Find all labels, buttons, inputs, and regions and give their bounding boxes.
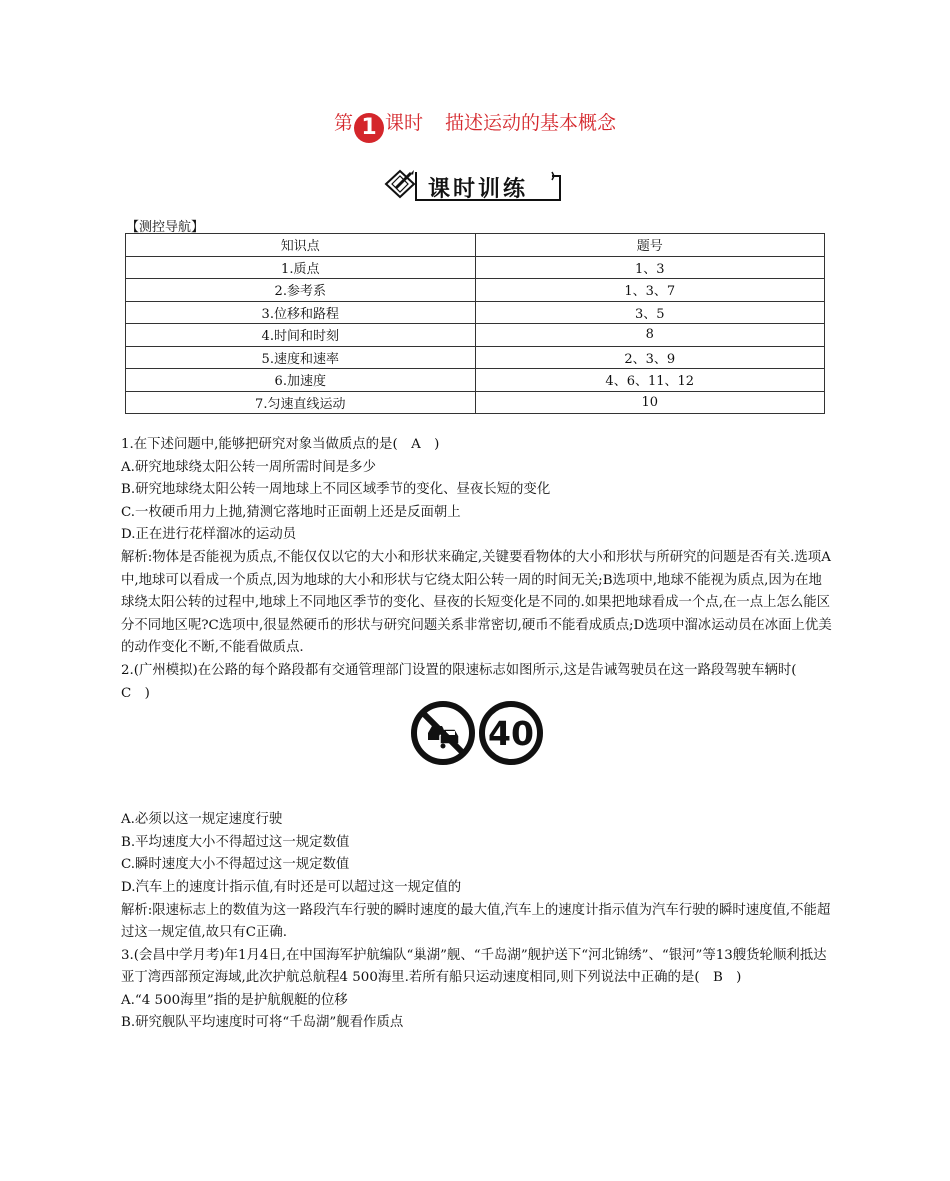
knowledge-cell: 2.参考系 bbox=[126, 279, 476, 302]
col-header-knowledge: 知识点 bbox=[126, 234, 476, 257]
table-row bbox=[126, 256, 825, 279]
question-no-cell: 2、3、9 bbox=[475, 346, 825, 369]
lesson-title bbox=[0, 108, 950, 143]
question-no-cell: 1、3、7 bbox=[475, 279, 825, 302]
title-main: 描述运动的基本概念 bbox=[445, 112, 617, 134]
col-header-question-no: 题号 bbox=[475, 234, 825, 257]
title-suffix: 课时 bbox=[384, 112, 423, 134]
pencil-note-icon bbox=[386, 170, 414, 197]
knowledge-cell: 3.位移和路程 bbox=[126, 301, 476, 324]
question-2-option-c: C.瞬时速度大小不得超过这一规定数值 bbox=[121, 857, 350, 873]
question-2-analysis: 解析:限速标志上的数值为这一路段汽车行驶的瞬时速度的最大值,汽车上的速度计指示值为汽车行驶的瞬时速度值,不能超过这一规定值,故只有C正确. bbox=[121, 902, 831, 941]
question-3-stem: 3.(会昌中学月考)年1月4日,在中国海军护航编队“巢湖”舰、“千岛湖”舰护送下“河北锦绣”、“银河”等13艘货轮顺利抵达亚丁湾西部预定海域,此次护航总航程4 500海里.若所有船只运动速度相同,则下列说法中正确的是( B ) bbox=[121, 947, 827, 986]
question-no-cell: 3、5 bbox=[475, 301, 825, 324]
question-no-cell: 1、3 bbox=[475, 256, 825, 279]
question-1-analysis: 解析:物体是否能视为质点,不能仅仅以它的大小和形状来确定,关键要看物体的大小和形状与所研究的问题是否有关.选项A中,地球可以看成一个质点,因为地球的大小和形状与它绕太阳公转一周的时间无关;B选项中,地球不能视为质点,因为在地球绕太阳公转的过程中,地球上不同地区季节的变化、昼夜的长短变化是不同的.如果把地球看成一个点,在一点上怎么能区分不同地区呢?C选项中,很显然硬币的形状与研究问题关系非常密切,硬币不能看成质点;D选项中溜冰运动员在冰面上优美的动作变化不断,不能看做质点. bbox=[121, 549, 832, 656]
title-prefix: 第 bbox=[333, 112, 353, 134]
knowledge-table bbox=[125, 233, 825, 414]
question-1-option-d: D.正在进行花样溜冰的运动员 bbox=[121, 527, 297, 543]
section-banner bbox=[382, 168, 564, 202]
question-3-option-b: B.研究舰队平均速度时可将“千岛湖”舰看作质点 bbox=[121, 1015, 404, 1031]
question-1-option-b: B.研究地球绕太阳公转一周地球上不同区域季节的变化、昼夜长短的变化 bbox=[121, 482, 551, 498]
table-row bbox=[126, 279, 825, 302]
table-row bbox=[126, 301, 825, 324]
question-no-cell: 4、6、11、12 bbox=[475, 369, 825, 392]
table-row bbox=[126, 391, 825, 414]
knowledge-cell: 7.匀速直线运动 bbox=[126, 391, 476, 414]
question-no-cell: 10 bbox=[475, 391, 825, 414]
traffic-signs-figure bbox=[410, 700, 544, 766]
table-header-row bbox=[126, 234, 825, 257]
question-2-option-b: B.平均速度大小不得超过这一规定数值 bbox=[121, 834, 350, 850]
table-row bbox=[126, 369, 825, 392]
speed-limit-value: 40 bbox=[488, 714, 534, 753]
nav-label: 【测控导航】 bbox=[126, 220, 205, 235]
question-1-option-c: C.一枚硬币用力上抛,猜测它落地时正面朝上还是反面朝上 bbox=[121, 504, 461, 520]
question-1-stem: 1.在下述问题中,能够把研究对象当做质点的是( A ) bbox=[121, 437, 440, 452]
lesson-number-badge: 1 bbox=[354, 113, 384, 143]
question-2-option-d: D.汽车上的速度计指示值,有时还是可以超过这一规定值的 bbox=[121, 879, 462, 895]
knowledge-cell: 4.时间和时刻 bbox=[126, 324, 476, 347]
question-1-option-a: A.研究地球绕太阳公转一周所需时间是多少 bbox=[121, 459, 376, 475]
knowledge-cell: 5.速度和速率 bbox=[126, 346, 476, 369]
knowledge-cell: 6.加速度 bbox=[126, 369, 476, 392]
table-row bbox=[126, 346, 825, 369]
table-row bbox=[126, 324, 825, 347]
question-no-cell: 8 bbox=[475, 324, 825, 347]
no-overtaking-sign-icon bbox=[414, 704, 472, 762]
question-2-option-a: A.必须以这一规定速度行驶 bbox=[121, 812, 283, 828]
banner-text: 课时训练 bbox=[428, 177, 529, 202]
question-2-stem: 2.(广州模拟)在公路的每个路段都有交通管理部门设置的限速标志如图所示,这是告诫驾驶员在这一路段驾驶车辆时( C ) bbox=[121, 662, 810, 701]
question-3-option-a: A.“4 500海里”指的是护航舰艇的位移 bbox=[121, 992, 348, 1008]
speed-limit-sign-icon bbox=[482, 704, 540, 762]
knowledge-cell: 1.质点 bbox=[126, 256, 476, 279]
